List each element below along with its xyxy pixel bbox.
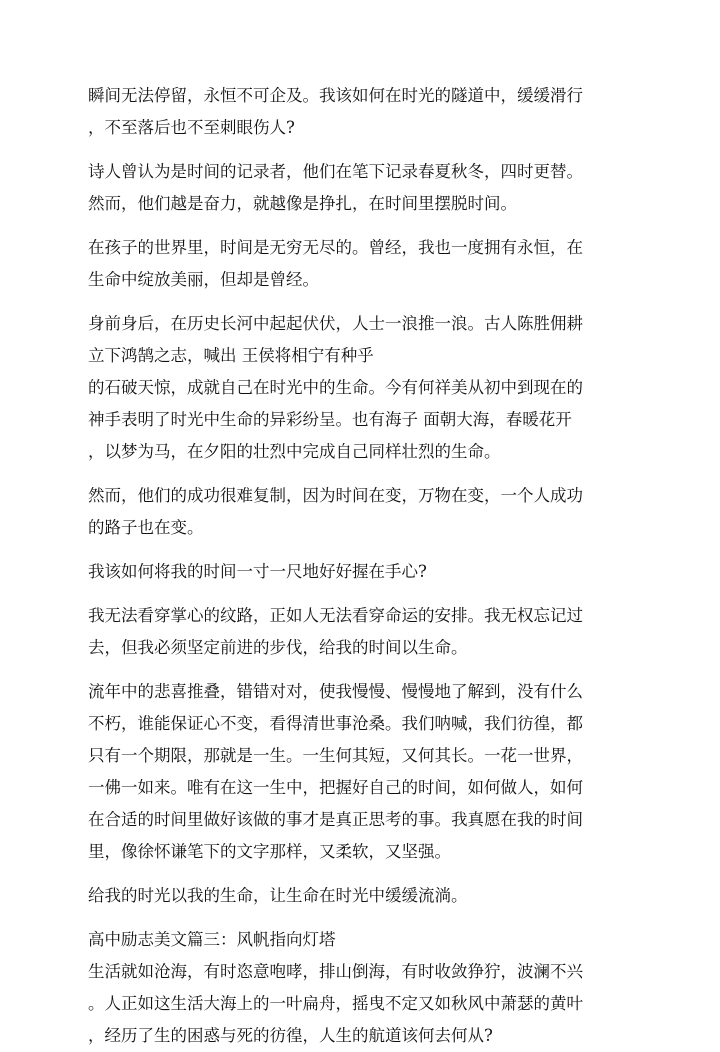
document-page [88, 80, 640, 1052]
paragraph: 诗人曾认为是时间的记录者，他们在笔下记录春夏秋冬，四时更替。 然而，他们越是奋力，就越像是挣扎，在时间里摆脱时间。 [88, 162, 583, 213]
paragraph: 我该如何将我的时间一寸一尺地好好握在手心? [88, 562, 427, 581]
paragraph: 给我的时光以我的生命，让生命在时光中缓缓流淌。 [88, 886, 468, 905]
paragraph: 瞬间无法停留，永恒不可企及。我该如何在时光的隧道中，缓缓滑行 ，不至落后也不至刺眼伤人? [88, 86, 583, 137]
paragraph: 在孩子的世界里，时间是无穷无尽的。曾经，我也一度拥有永恒，在 生命中绽放美丽，但却是曾经。 [88, 238, 583, 289]
final-paragraph: 生活就如沧海，有时恣意咆哮，排山倒海，有时收敛狰狞，波澜不兴 。人正如这生活大海上的一叶扁舟，摇曳不定又如秋风中萧瑟的黄叶 ，经历了生的困惑与死的彷徨，人生的航道该何去何从? [88, 962, 583, 1045]
section-heading: 高中励志美文篇三：风帆指向灯塔 [88, 930, 336, 949]
paragraph: 身前身后，在历史长河中起起伏伏，人士一浪推一浪。古人陈胜佣耕 立下鸿鹄之志，喊出 王侯将相宁有种乎 的石破天惊，成就自己在时光中的生命。今有何祥美从初中到现在的 神手表明了时光中生命的异彩纷呈。也有海子 面朝大海，春暖花开 ，以梦为马，在夕阳的壮烈中完成自己同样壮烈的生命。 [88, 314, 583, 461]
paragraph: 然而，他们的成功很难复制，因为时间在变，万物在变，一个人成功 的路子也在变。 [88, 486, 583, 537]
paragraph: 我无法看穿掌心的纹路，正如人无法看穿命运的安排。我无权忘记过 去，但我必须坚定前进的步伐，给我的时间以生命。 [88, 606, 583, 657]
paragraph: 流年中的悲喜推叠，错错对对，使我慢慢、慢慢地了解到，没有什么 不朽，谁能保证心不变，看得清世事沧桑。我们呐喊，我们彷徨，都 只有一个期限，那就是一生。一生何其短，又何其长。一花一世界， 一佛一如来。唯有在这一生中，把握好自己的时间，如何做人，如何 在合适的时间里做好该做的事才是真正思考的事。我真愿在我的时间 里，像徐怀谦笔下的文字那样，又柔软，又坚强。 [88, 682, 583, 861]
